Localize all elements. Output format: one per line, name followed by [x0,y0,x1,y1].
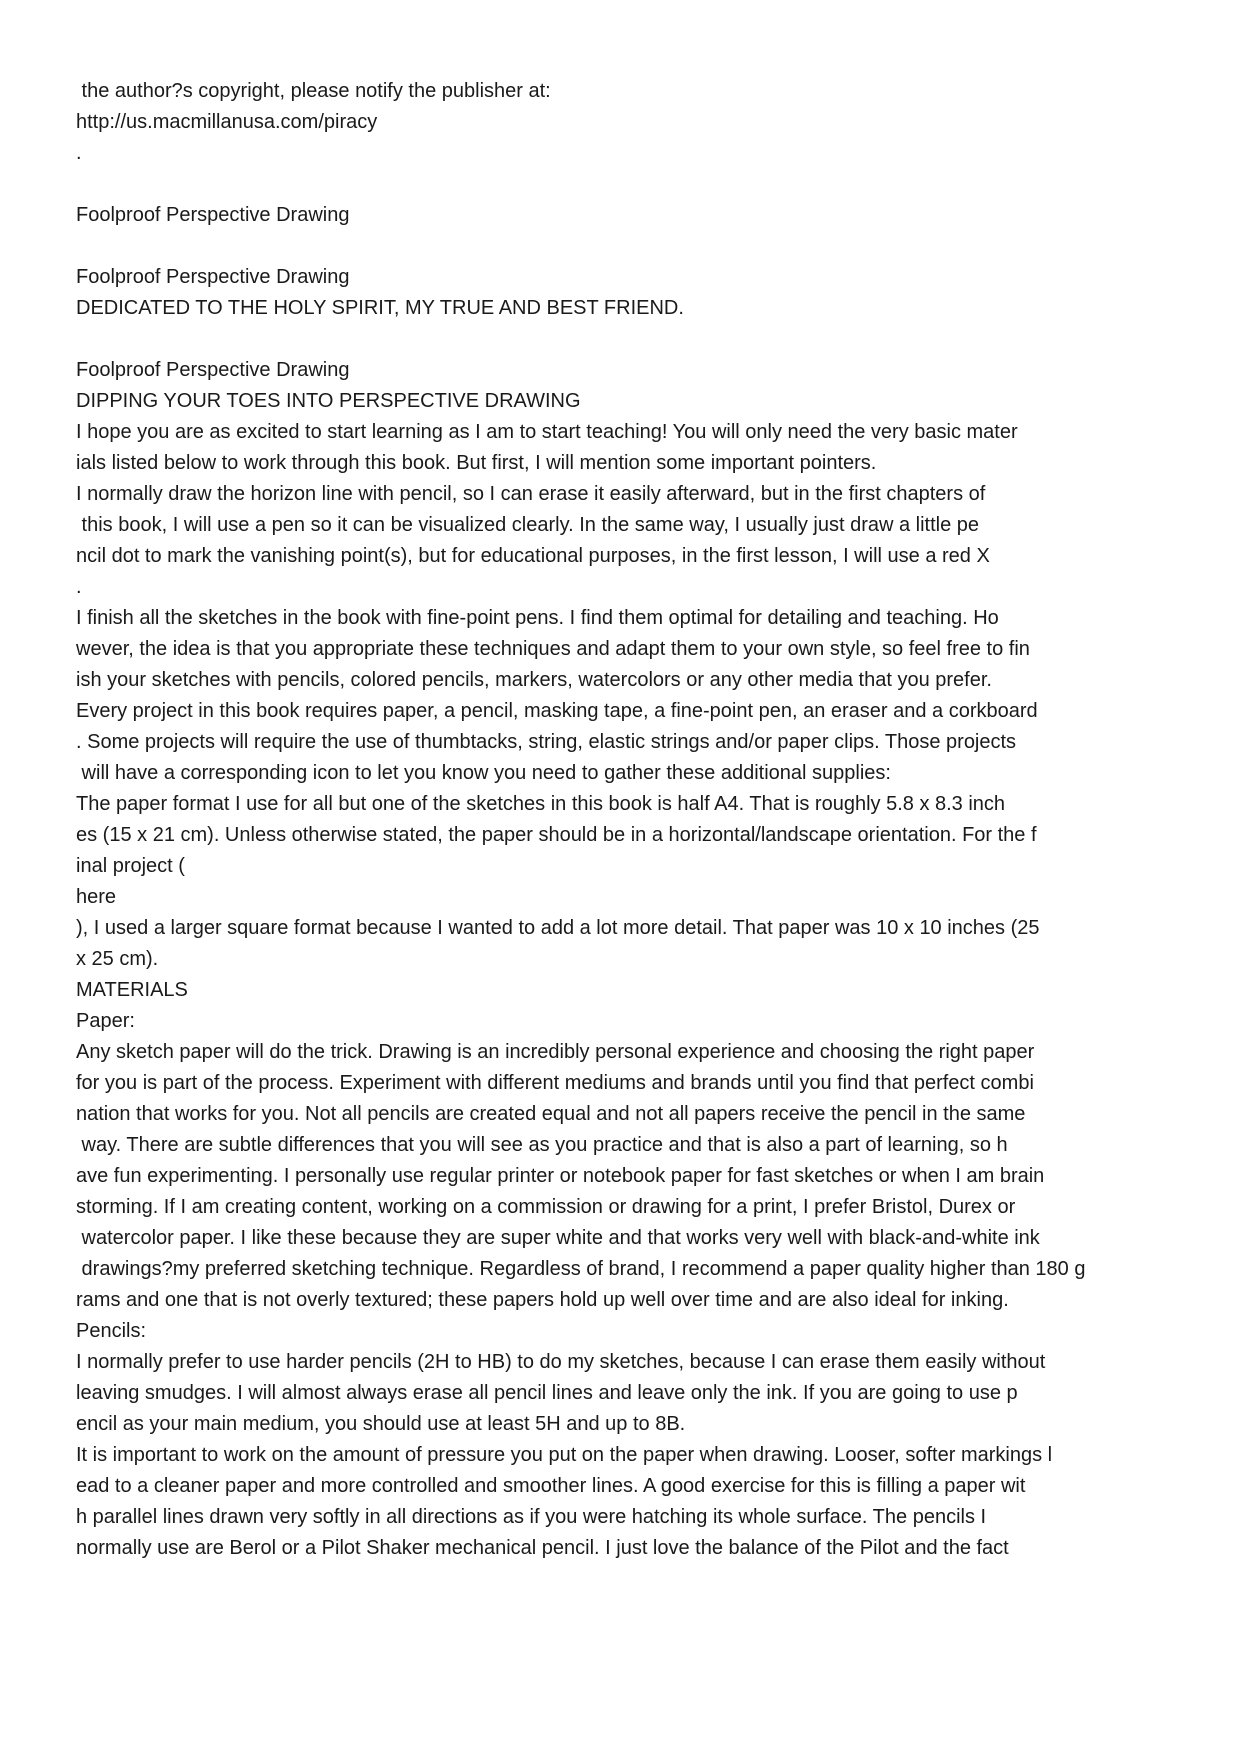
text-line: Any sketch paper will do the trick. Drawing is an incredibly personal experience and choosing the right paper [76,1041,1035,1063]
text-line: I finish all the sketches in the book with fine-point pens. I find them optimal for detailing and teaching. Ho [76,607,999,629]
blank-line [76,231,1176,262]
text-line: wever, the idea is that you appropriate these techniques and adapt them to your own style, so feel free to fin [76,638,1030,660]
text-line: ), I used a larger square format because I wanted to add a lot more detail. That paper was 10 x 10 inches (25 [76,917,1040,939]
blank-line [76,324,1176,355]
text-line: I hope you are as excited to start learning as I am to start teaching! You will only need the very basic mater [76,421,1018,443]
text-line: I normally prefer to use harder pencils (2H to HB) to do my sketches, because I can erase them easily without [76,1351,1046,1373]
running-title: Foolproof Perspective Drawing [76,204,350,226]
text-line: normally use are Berol or a Pilot Shaker mechanical pencil. I just love the balance of the Pilot and the fact [76,1537,1009,1559]
text-line: encil as your main medium, you should use at least 5H and up to 8B. [76,1413,686,1435]
section-heading: MATERIALS [76,979,188,1001]
text-line: drawings?my preferred sketching technique. Regardless of brand, I recommend a paper quality higher than 180 g [76,1258,1086,1280]
running-title: Foolproof Perspective Drawing [76,266,350,288]
subheading: Pencils: [76,1320,147,1342]
text-line: this book, I will use a pen so it can be visualized clearly. In the same way, I usually just draw a little pe [76,514,980,536]
text-line: watercolor paper. I like these because they are super white and that works very well with black-and-white ink [76,1227,1040,1249]
text-line: nation that works for you. Not all pencils are created equal and not all papers receive the pencil in the same [76,1103,1026,1125]
subheading: Paper: [76,1010,135,1032]
text-line: The paper format I use for all but one of the sketches in this book is half A4. That is roughly 5.8 x 8.3 inch [76,793,1006,815]
text-line: rams and one that is not overly textured; these papers hold up well over time and are also ideal for inking. [76,1289,1009,1311]
text-line: way. There are subtle differences that you will see as you practice and that is also a part of learning, so h [76,1134,1008,1156]
text-line: h parallel lines drawn very softly in all directions as if you were hatching its whole surface. The pencils I [76,1506,987,1528]
text-line: x 25 cm). [76,948,159,970]
link-text[interactable]: http://us.macmillanusa.com/piracy [76,111,378,133]
text-line: ish your sketches with pencils, colored pencils, markers, watercolors or any other media that you prefer. [76,669,992,691]
text-line: . Some projects will require the use of thumbtacks, string, elastic strings and/or paper clips. Those projects [76,731,1017,753]
text-line: ncil dot to mark the vanishing point(s), but for educational purposes, in the first lesson, I will use a red X [76,545,990,567]
link-text[interactable]: here [76,886,117,908]
text-line: ave fun experimenting. I personally use regular printer or notebook paper for fast sketches or when I am brain [76,1165,1045,1187]
text-line: leaving smudges. I will almost always erase all pencil lines and leave only the ink. If you are going to use p [76,1382,1018,1404]
running-title: Foolproof Perspective Drawing [76,359,350,381]
text-line: for you is part of the process. Experiment with different mediums and brands until you find that perfect combi [76,1072,1034,1094]
text-line: es (15 x 21 cm). Unless otherwise stated, the paper should be in a horizontal/landscape orientation. For the f [76,824,1037,846]
text-line: It is important to work on the amount of pressure you put on the paper when drawing. Looser, softer markings l [76,1444,1053,1466]
text-line: . [76,142,82,164]
document-page [76,76,1176,1564]
chapter-heading: DIPPING YOUR TOES INTO PERSPECTIVE DRAWING [76,390,581,412]
text-line: ials listed below to work through this book. But first, I will mention some important pointers. [76,452,877,474]
text-line: Every project in this book requires paper, a pencil, masking tape, a fine-point pen, an eraser and a corkboard [76,700,1038,722]
blank-line [76,169,1176,200]
dedication: DEDICATED TO THE HOLY SPIRIT, MY TRUE AND BEST FRIEND. [76,297,684,319]
text-line: the author?s copyright, please notify the publisher at: [76,80,551,102]
text-line: will have a corresponding icon to let you know you need to gather these additional supplies: [76,762,891,784]
text-line: I normally draw the horizon line with pencil, so I can erase it easily afterward, but in the first chapters of [76,483,986,505]
text-line: inal project ( [76,855,185,877]
text-line: storming. If I am creating content, working on a commission or drawing for a print, I prefer Bristol, Durex or [76,1196,1016,1218]
text-line: ead to a cleaner paper and more controlled and smoother lines. A good exercise for this is filling a paper wit [76,1475,1026,1497]
text-line: . [76,576,82,598]
